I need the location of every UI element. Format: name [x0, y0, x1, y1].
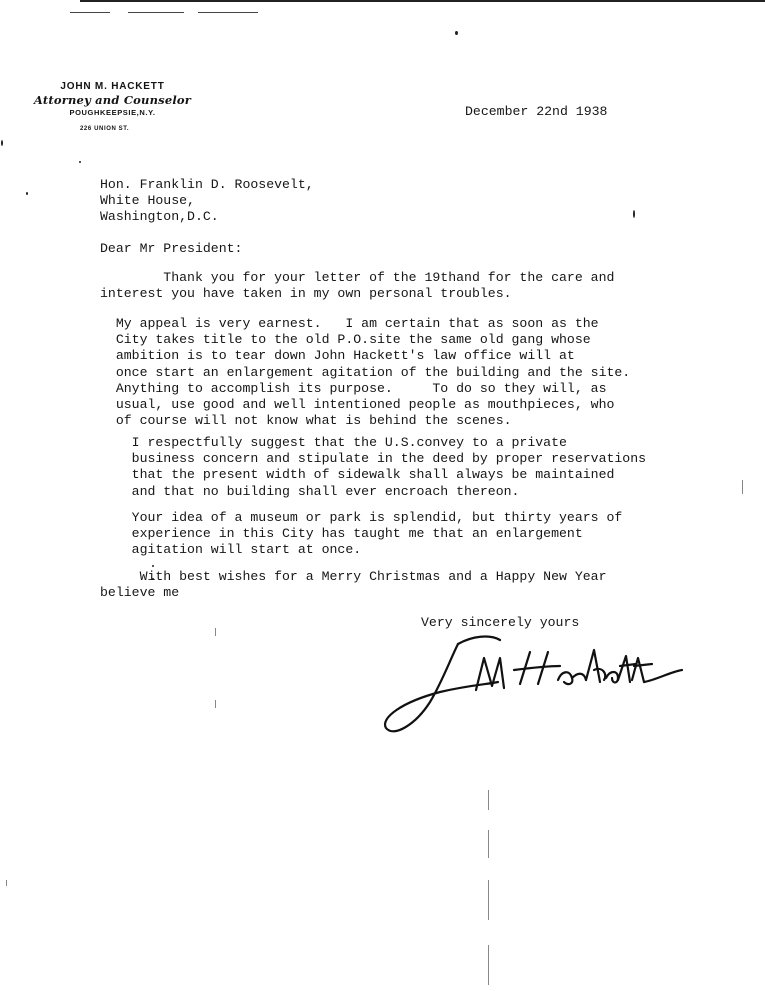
scan-speck [1, 140, 3, 146]
scan-mark [6, 880, 7, 886]
scan-speck [633, 210, 635, 218]
scan-mark [215, 700, 216, 708]
scan-speck [79, 161, 81, 163]
scan-speck [152, 565, 154, 567]
scan-mark [128, 12, 184, 13]
body-line: agitation will start at once. [100, 542, 362, 558]
salutation: Dear Mr President: [100, 241, 243, 256]
recipient-line: Washington,D.C. [100, 209, 219, 225]
body-line: believe me [100, 585, 180, 601]
body-line: experience in this City has taught me that an enlargement [100, 526, 583, 542]
complimentary-closing: Very sincerely yours [421, 615, 580, 630]
letterhead-title: Attorney and Counselor [33, 93, 192, 107]
body-paragraph [100, 316, 630, 429]
scan-mark [70, 12, 110, 13]
body-paragraph [100, 510, 622, 559]
scan-mark [488, 945, 489, 985]
body-paragraph [100, 435, 646, 500]
body-line: With best wishes for a Merry Christmas and a Happy New Year [100, 569, 607, 584]
recipient-address [100, 177, 314, 226]
body-line: ambition is to tear down John Hackett's law office will at [100, 348, 575, 364]
body-line: of course will not know what is behind the scenes. [100, 413, 512, 429]
letterhead-street: 226 UNION ST. [80, 126, 130, 132]
scan-mark [198, 12, 258, 13]
scan-speck [26, 192, 28, 195]
letterhead-city: POUGHKEEPSIE,N.Y. [69, 108, 156, 117]
body-line: once start an enlargement agitation of the building and the site. [100, 364, 631, 380]
body-line: and that no building shall ever encroach thereon. [100, 483, 520, 499]
body-line: usual, use good and well intentioned people as mouthpieces, who [100, 397, 615, 413]
body-line: I respectfully suggest that the U.S.convey to a private [100, 435, 567, 450]
handwritten-signature [380, 630, 690, 740]
scan-mark [215, 628, 216, 636]
scan-mark [742, 480, 743, 494]
body-line: interest you have taken in my own personal troubles. [100, 286, 512, 302]
scan-speck [455, 31, 458, 35]
body-line: My appeal is very earnest. I am certain that as soon as the [100, 316, 599, 331]
body-line: Your idea of a museum or park is splendid, but thirty years of [100, 510, 623, 525]
body-paragraph [100, 569, 606, 601]
letter-date: December 22nd 1938 [465, 104, 608, 119]
letterhead [30, 80, 195, 134]
body-paragraph [100, 270, 614, 302]
body-line: that the present width of sidewalk shall always be maintained [100, 467, 615, 483]
top-border-line [80, 0, 765, 2]
scan-mark [488, 830, 489, 858]
body-line: Anything to accomplish its purpose. To do so they will, as [100, 380, 607, 396]
recipient-line: Hon. Franklin D. Roosevelt, [100, 177, 314, 192]
letterhead-name: JOHN M. HACKETT [60, 81, 165, 92]
scan-mark [488, 880, 489, 920]
body-line: City takes title to the old P.O.site the same old gang whose [100, 332, 591, 348]
scan-mark [488, 790, 489, 810]
recipient-line: White House, [100, 193, 195, 209]
body-line: Thank you for your letter of the 19thand for the care and [100, 270, 615, 285]
body-line: business concern and stipulate in the deed by proper reservations [100, 451, 647, 467]
